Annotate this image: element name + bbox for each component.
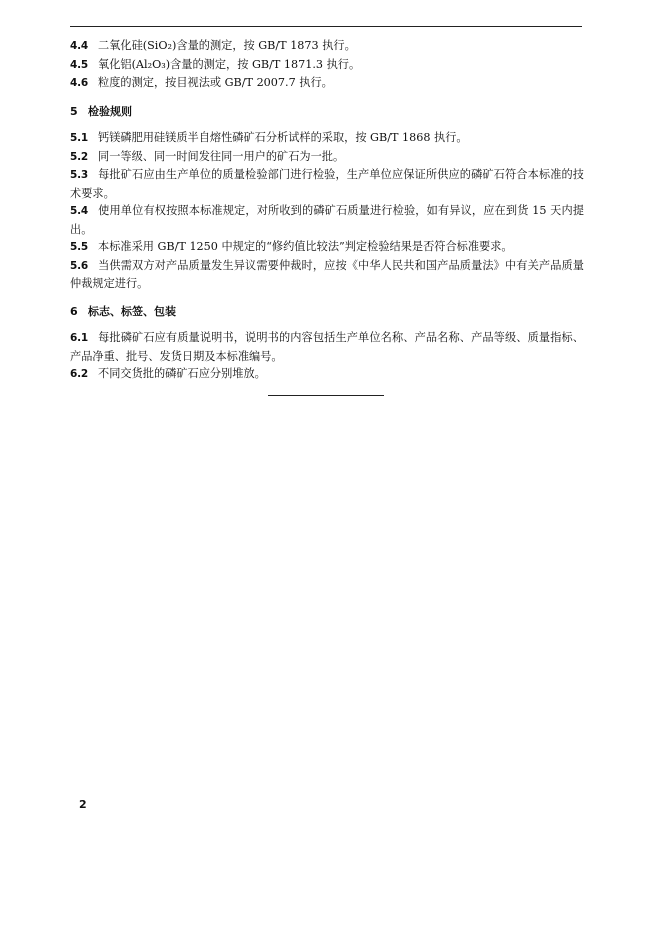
- clause-text: 粒度的测定，按目视法或 GB/T 2007.7 执行。: [98, 76, 333, 89]
- clause-5-1: [70, 129, 584, 148]
- document-body: [70, 37, 584, 384]
- section-title: 标志、标签、包装: [88, 304, 176, 318]
- clause-number: 5.5: [70, 241, 89, 253]
- clause-number: 5.6: [70, 259, 89, 272]
- clause-text: 每批磷矿石应有质量说明书，说明书的内容包括生产单位名称、产品名称、产品等级、质量指标、产品净重、批号、发货日期及本标准编号。: [70, 331, 584, 363]
- clause-number: 5.3: [70, 169, 89, 181]
- clause-5-3: [70, 166, 584, 202]
- section-6-heading: [70, 303, 584, 321]
- clause-text: 钙镁磷肥用硅镁质半自熔性磷矿石分析试样的采取，按 GB/T 1868 执行。: [98, 131, 468, 144]
- clause-number: 4.4: [70, 40, 89, 52]
- clause-4-5: [70, 56, 584, 75]
- end-of-standard-rule: [268, 395, 384, 396]
- clause-6-2: [70, 365, 584, 384]
- clause-text: 氧化铝(Al₂O₃)含量的测定，按 GB/T 1871.3 执行。: [98, 57, 361, 71]
- clause-text: 不同交货批的磷矿石应分别堆放。: [98, 367, 266, 380]
- page-number: 2: [79, 798, 87, 811]
- clause-6-1: [70, 329, 584, 365]
- section-number: 5: [70, 104, 78, 118]
- clause-text: 二氧化硅(SiO₂)含量的测定，按 GB/T 1873 执行。: [98, 39, 356, 52]
- clause-text: 本标准采用 GB/T 1250 中规定的“修约值比较法”判定检验结果是否符合标准要求。: [98, 240, 513, 253]
- clause-number: 5.4: [70, 205, 89, 217]
- section-number: 6: [70, 304, 78, 318]
- clause-number: 4.5: [70, 58, 89, 71]
- clause-number: 5.2: [70, 150, 89, 163]
- header-rule: [70, 26, 582, 27]
- clause-text: 每批矿石应由生产单位的质量检验部门进行检验，生产单位应保证所供应的磷矿石符合本标准的技术要求。: [70, 168, 584, 200]
- section-5-heading: [70, 103, 584, 121]
- clause-4-6: [70, 74, 584, 93]
- section-title: 检验规则: [88, 104, 132, 118]
- clause-text: 使用单位有权按照本标准规定，对所收到的磷矿石质量进行检验，如有异议，应在到货 15 天内提出。: [70, 204, 584, 236]
- clause-4-4: [70, 37, 584, 56]
- clause-number: 6.1: [70, 332, 89, 344]
- clause-text: 同一等级、同一时间发往同一用户的矿石为一批。: [98, 149, 345, 163]
- clause-5-5: [70, 238, 584, 257]
- clause-number: 6.2: [70, 368, 89, 380]
- clause-5-2: [70, 148, 584, 167]
- clause-5-4: [70, 202, 584, 238]
- clause-5-6: [70, 257, 584, 293]
- clause-number: 5.1: [70, 132, 89, 144]
- clause-text: 当供需双方对产品质量发生异议需要仲裁时，应按《中华人民共和国产品质量法》中有关产品质量仲裁规定进行。: [70, 258, 584, 290]
- clause-number: 4.6: [70, 77, 89, 89]
